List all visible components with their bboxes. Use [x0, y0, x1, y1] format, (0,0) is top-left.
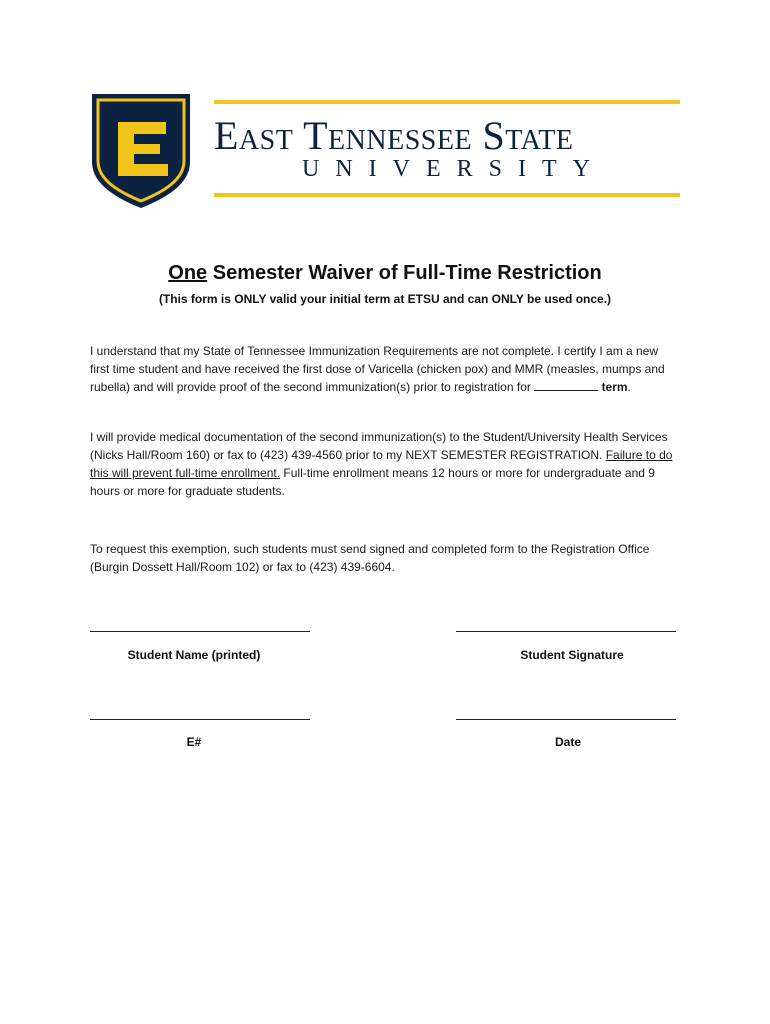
- student-name-line[interactable]: [90, 631, 310, 632]
- e-number-label: E#: [186, 735, 202, 749]
- period: .: [627, 380, 631, 394]
- date-line[interactable]: [456, 719, 676, 720]
- title-text: Semester Waiver of Full-Time Restriction: [207, 262, 602, 284]
- certification-paragraph: [90, 342, 680, 396]
- certification-text: I understand that my State of Tennessee Immunization Requirements are not complete. I certify I am a new first time student and have received the first dose of Varicella (chicken pox) and MMR (measles, mumps and rubella) and will provide proof of the second immunization(s) prior to registration for: [90, 344, 665, 394]
- university-wordmark-line2: UNIVERSITY: [302, 156, 606, 182]
- header-gold-rule-bottom: [214, 193, 680, 197]
- student-signature-label: Student Signature: [520, 648, 624, 662]
- warning-text: Failure to do this will prevent full-time enrollment.: [90, 448, 673, 480]
- student-signature-line[interactable]: [456, 631, 676, 632]
- term-label: term: [601, 380, 628, 394]
- e-number-line[interactable]: [90, 719, 310, 720]
- title-emphasis: One: [168, 262, 208, 284]
- header-gold-rule-top: [214, 100, 680, 104]
- form-title: [0, 262, 770, 285]
- documentation-text: I will provide medical documentation of the second immunization(s) to the Student/University Health Services (Nicks Hall/Room 160) or fax to (423) 439-4560 prior to my NEXT SEMESTER REGISTRATION.: [90, 430, 668, 462]
- documentation-paragraph: [90, 428, 680, 500]
- term-blank-field[interactable]: [534, 378, 598, 391]
- date-label: Date: [554, 735, 581, 749]
- enrollment-definition: Full-time enrollment means 12 hours or more for undergraduate and 9 hours or more for graduate students.: [90, 466, 655, 498]
- request-paragraph: To request this exemption, such students must send signed and completed form to the Registration Office (Burgin Dossett Hall/Room 102) or fax to (423) 439-6604.: [90, 542, 650, 574]
- etsu-shield-logo: [90, 92, 192, 210]
- university-wordmark-line1: East Tennessee State: [214, 113, 574, 158]
- student-name-label: Student Name (printed): [127, 648, 261, 662]
- form-subtitle: (This form is ONLY valid your initial term at ETSU and can ONLY be used once.): [158, 292, 612, 306]
